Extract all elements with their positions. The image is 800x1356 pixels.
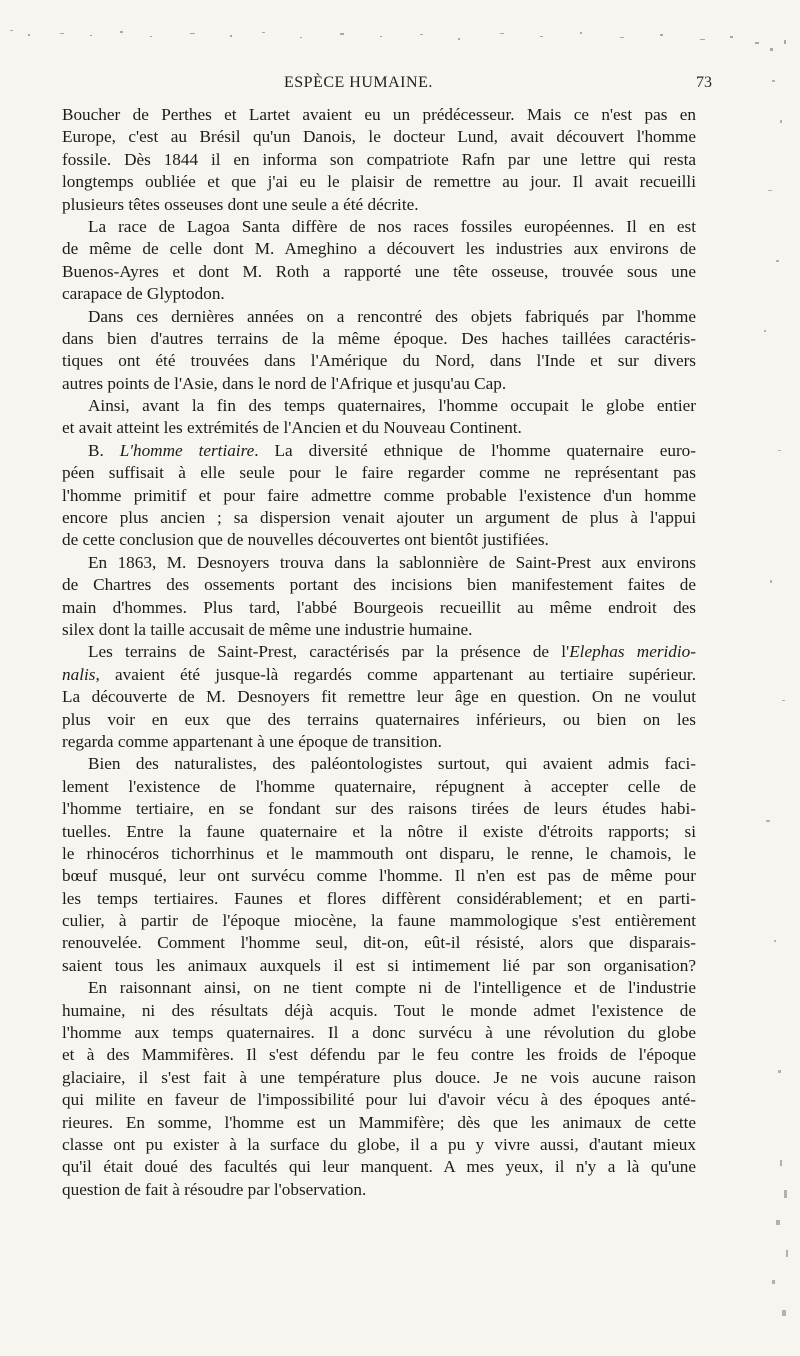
paragraph [62, 306, 696, 396]
text-line: de Chartres des ossements portant des incisions bien manifestement faites de [62, 575, 696, 595]
species-name: nalis [62, 664, 96, 684]
paragraph [62, 977, 696, 1201]
text-line: péen suffisait à elle seule pour le faire regarder comme ne représentant pas [62, 463, 696, 483]
body-text [62, 104, 696, 1201]
text-line: saient tous les animaux auxquels il est si intimement lié par son organisation? [62, 955, 696, 975]
text-line: Bien des naturalistes, des paléontologistes surtout, qui avaient admis faci- [88, 754, 696, 774]
scan-noise-top [0, 0, 800, 60]
text-line: les temps tertiaires. Faunes et flores diffèrent considérablement; et en parti- [62, 888, 696, 908]
text-line: tiques ont été trouvées dans l'Amérique du Nord, dans l'Inde et sur divers [62, 351, 696, 371]
text-line: qui milite en faveur de l'impossibilité pour lui d'avoir vécu à des époques anté- [62, 1090, 696, 1110]
species-name: Elephas meridio- [569, 642, 696, 662]
text-line: En 1863, M. Desnoyers trouva dans la sablonnière de Saint-Prest aux environs [88, 552, 696, 572]
text-run: . La diversité ethnique de l'homme quaternaire euro- [254, 440, 696, 460]
text-line: et avait atteint les extrémités de l'Ancien et du Nouveau Continent. [62, 418, 522, 438]
text-line: qu'il était doué des facultés qui leur manquent. A mes yeux, il n'y a là qu'une [62, 1157, 696, 1177]
text-line: tuelles. Entre la faune quaternaire et la nôtre il existe d'étroits rapports; si [62, 821, 696, 841]
text-line: Dans ces dernières années on a rencontré des objets fabriqués par l'homme [88, 306, 696, 326]
paragraph [62, 395, 696, 440]
text-line: main d'hommes. Plus tard, l'abbé Bourgeois recueillit au même endroit des [62, 597, 696, 617]
page-header [62, 74, 712, 102]
text-line: regarda comme appartenant à une époque de transition. [62, 731, 442, 751]
text-line: autres points de l'Asie, dans le nord de l'Afrique et jusqu'au Cap. [62, 373, 507, 393]
text-line [62, 641, 696, 663]
text-line: l'homme primitif et pour faire admettre comme probable l'existence d'un homme [62, 485, 696, 505]
text-line: plus voir en eux que des terrains quaternaires inférieurs, ou bien on les [62, 709, 696, 729]
text-line: humaine, ni des résultats déjà acquis. Tout le monde admet l'existence de [62, 1000, 696, 1020]
paragraph [62, 440, 696, 552]
paragraph [62, 104, 696, 216]
text-line: question de fait à résoudre par l'observation. [62, 1179, 367, 1199]
section-marker: B. [88, 440, 120, 460]
text-line: bœuf musqué, leur ont survécu comme l'homme. Il n'en est pas de même pour [62, 866, 696, 886]
text-line: Boucher de Perthes et Lartet avaient eu un prédécesseur. Mais ce n'est pas en [62, 105, 696, 124]
paragraph [62, 552, 696, 642]
text-line: Ainsi, avant la fin des temps quaternaires, l'homme occupait le globe entier [88, 396, 696, 416]
text-line: le rhinocéros tichorrhinus et le mammouth ont disparu, le renne, le chamois, le [62, 843, 696, 863]
scan-noise-right-margin [750, 60, 800, 1356]
text-run: Les terrains de Saint-Prest, caractérisés par la présence de l' [88, 642, 570, 662]
text-line: dans bien d'autres terrains de la même époque. Des haches taillées caractéris- [62, 328, 696, 348]
text-line [62, 440, 696, 462]
text-line: culier, à partir de l'époque miocène, la faune mammologique s'est entièrement [62, 911, 696, 931]
text-line: En raisonnant ainsi, on ne tient compte ni de l'intelligence et de l'industrie [88, 978, 696, 998]
section-heading: L'homme tertiaire [119, 440, 255, 460]
text-line: La découverte de M. Desnoyers fit remettre leur âge en question. On ne voulut [62, 687, 696, 707]
text-line: l'homme aux temps quaternaires. Il a donc survécu à une révolution du globe [62, 1023, 696, 1043]
text-line: glaciaire, il s'est fait à une température plus douce. Je ne vois aucune raison [62, 1067, 696, 1087]
text-line: encore plus ancien ; sa dispersion venait ajouter un argument de plus à l'appui [62, 508, 696, 528]
paragraph [62, 753, 696, 977]
text-line: fossile. Dès 1844 il en informa son compatriote Rafn par une lettre qui resta [62, 149, 696, 169]
text-line: plusieurs têtes osseuses dont une seule a été décrite. [62, 194, 419, 214]
text-line: silex dont la taille accusait de même une industrie humaine. [62, 619, 473, 639]
text-line: lement l'existence de l'homme quaternaire, répugnent à accepter celle de [62, 776, 696, 796]
text-line: renouvelée. Comment l'homme seul, dit-on, eût-il résisté, alors que disparais- [62, 933, 696, 953]
text-line: de cette conclusion que de nouvelles découvertes ont bientôt justifiées. [62, 530, 549, 550]
text-line: classe ont pu exister à la surface du globe, il a pu y vivre aussi, d'autant mieux [62, 1134, 696, 1154]
text-line: carapace de Glyptodon. [62, 284, 225, 304]
text-line: de même de celle dont M. Ameghino a découvert les industries aux environs de [62, 239, 696, 259]
text-line: et à des Mammifères. Il s'est défendu par le feu contre les froids de l'époque [62, 1045, 696, 1065]
text-line: Europe, c'est au Brésil qu'un Danois, le docteur Lund, avait découvert l'homme [62, 127, 696, 147]
paragraph [62, 641, 696, 753]
text-line: longtemps oubliée et que j'ai eu le plaisir de remettre au jour. Il avait recueilli [62, 172, 696, 192]
text-line: Buenos-Ayres et dont M. Roth a rapporté une tête osseuse, trouvée sous une [62, 261, 696, 281]
text-line: rieures. En somme, l'homme est un Mammifère; dès que les animaux de cette [62, 1112, 696, 1132]
text-line [62, 664, 696, 686]
page-number: 73 [696, 74, 712, 91]
running-title: ESPÈCE HUMAINE. [284, 74, 433, 91]
text-run: , avaient été jusque-là regardés comme appartenant au tertiaire supérieur. [95, 664, 696, 684]
text-line: La race de Lagoa Santa diffère de nos races fossiles européennes. Il en est [88, 216, 696, 236]
paragraph [62, 216, 696, 306]
text-line: l'homme tertiaire, en se fondant sur des raisons tirées de leurs études habi- [62, 799, 696, 819]
